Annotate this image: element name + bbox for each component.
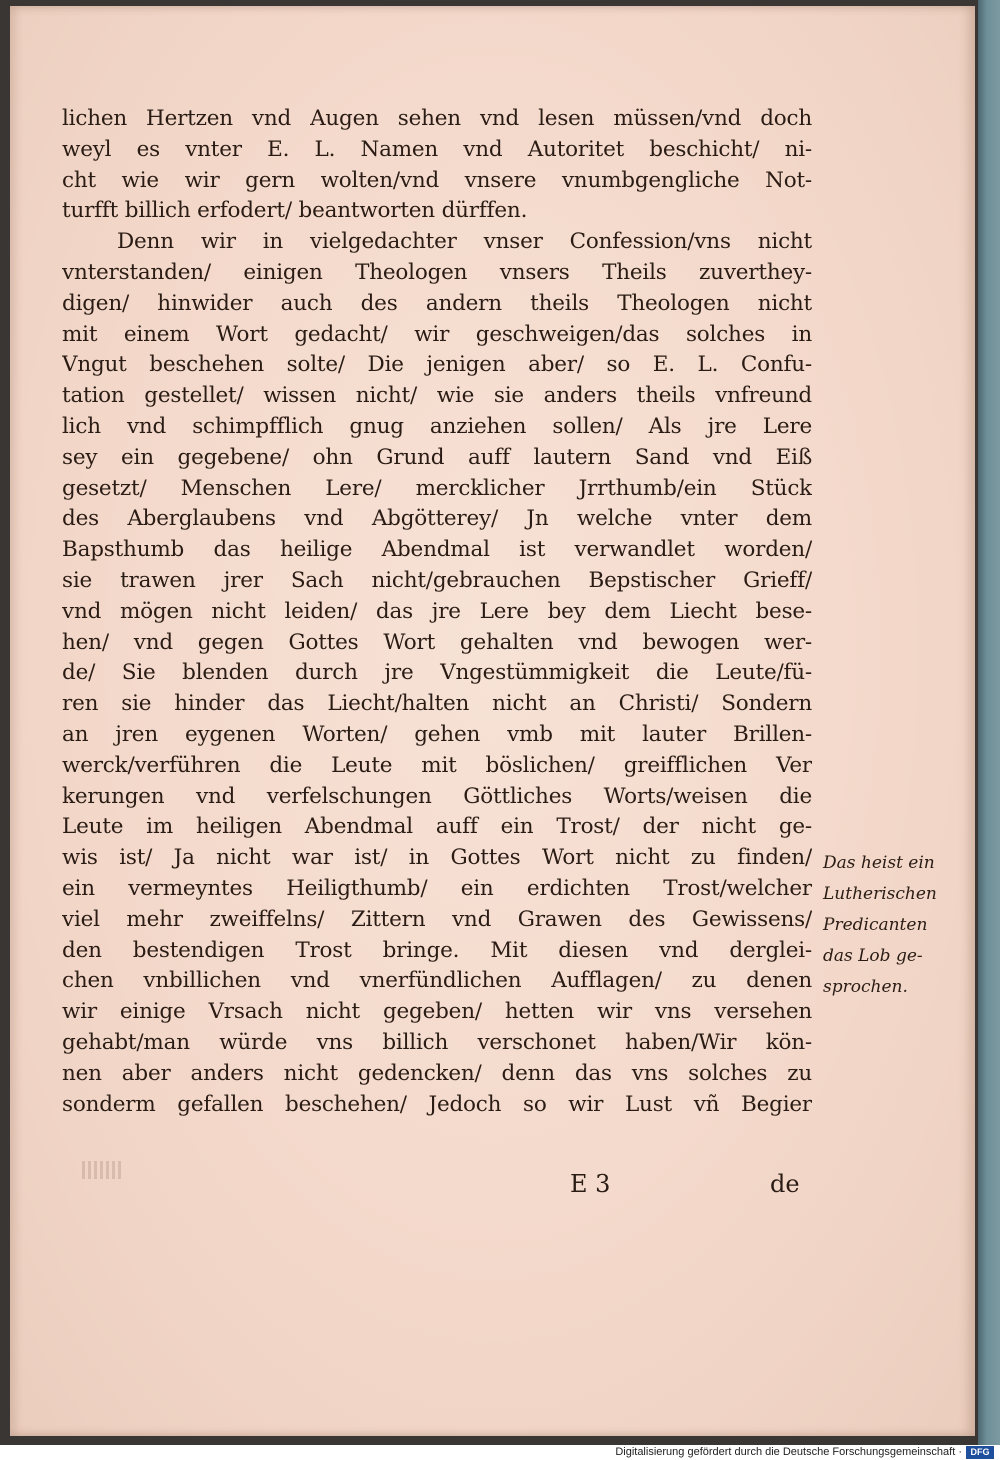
marginal-note-line: Predicanten — [823, 915, 928, 935]
signature-mark: E 3 — [570, 1170, 611, 1198]
text-line: gehabt/man würde vns billich verschonet haben/Wir kön- — [62, 1029, 812, 1055]
text-line: viel mehr zweiffelns/ Zittern vnd Grawen des Gewissens/ — [62, 906, 812, 932]
book-board-edge — [978, 0, 1000, 1445]
marginal-note-line: sprochen. — [823, 977, 908, 997]
text-line: turfft billich erfodert/ beantworten dürffen. — [62, 198, 528, 224]
text-line: sonderm gefallen beschehen/ Jedoch so wir Lust vñ Begier — [62, 1091, 812, 1117]
text-line: nen aber anders nicht gedencken/ denn das vns solches zu — [62, 1060, 812, 1086]
text-line: wis ist/ Ja nicht war ist/ in Gottes Wort nicht zu finden/ — [62, 845, 812, 871]
text-line: lich vnd schimpfflich gnug anziehen sollen/ Als jre Lere — [62, 413, 812, 439]
text-line: an jren eygenen Worten/ gehen vmb mit lauter Brillen- — [62, 721, 812, 747]
text-line: tation gestellet/ wissen nicht/ wie sie anders theils vnfreund — [62, 383, 812, 409]
text-line: gesetzt/ Menschen Lere/ mercklicher Jrrthumb/ein Stück — [62, 475, 812, 501]
text-line: weyl es vnter E. L. Namen vnd Autoritet beschicht/ ni- — [62, 136, 812, 162]
text-line: sey ein gegebene/ ohn Grund auff lautern Sand vnd Eiß — [62, 444, 812, 470]
text-line: cht wie wir gern wolten/vnd vnsere vnumbgengliche Not- — [62, 167, 812, 193]
dfg-logo-icon[interactable]: DFG — [966, 1446, 994, 1459]
text-line: vnterstanden/ einigen Theologen vnsers Theils zuverthey- — [62, 259, 812, 285]
text-line: Denn wir in vielgedachter vnser Confession/vns nicht — [117, 229, 812, 255]
text-line: Leute im heiligen Abendmal auff ein Trost/ der nicht ge- — [62, 814, 812, 840]
marginal-note — [823, 848, 973, 1003]
text-line: chen vnbillichen vnd vnerfündlichen Aufflagen/ zu denen — [62, 968, 812, 994]
text-line: kerungen vnd verfelschungen Göttliches Worts/weisen die — [62, 783, 812, 809]
digitization-footer — [0, 1445, 1000, 1460]
text-line: den bestendigen Trost bringe. Mit diesen vnd derglei- — [62, 937, 812, 963]
text-line: Vngut beschehen solte/ Die jenigen aber/ so E. L. Confu- — [62, 352, 812, 378]
main-text-block — [62, 104, 812, 1120]
footer-credit-text: Digitalisierung gefördert durch die Deutsche Forschungsgemeinschaft · — [615, 1446, 962, 1458]
catchword: de — [770, 1170, 800, 1198]
text-line: mit einem Wort gedacht/ wir geschweigen/das solches in — [62, 321, 812, 347]
text-line: ren sie hinder das Liecht/halten nicht an Christi/ Sondern — [62, 691, 812, 717]
bleed-through-mark — [82, 1161, 122, 1179]
text-line: lichen Hertzen vnd Augen sehen vnd lesen müssen/vnd doch — [62, 106, 812, 131]
marginal-note-line: Lutherischen — [823, 884, 937, 904]
marginal-note-line: das Lob ge- — [823, 946, 923, 966]
text-line: wir einige Vrsach nicht gegeben/ hetten wir vns versehen — [62, 999, 812, 1025]
text-line: sie trawen jrer Sach nicht/gebrauchen Bepstischer Grieff/ — [62, 567, 812, 593]
text-line: de/ Sie blenden durch jre Vngestümmigkeit die Leute/fü- — [62, 660, 812, 686]
text-line: des Aberglaubens vnd Abgötterey/ Jn welche vnter dem — [62, 506, 812, 532]
text-line: digen/ hinwider auch des andern theils Theologen nicht — [62, 290, 812, 316]
text-line: werck/verführen die Leute mit böslichen/ greifflichen Ver — [62, 752, 812, 778]
text-line: hen/ vnd gegen Gottes Wort gehalten vnd bewogen wer- — [62, 629, 812, 655]
book-page — [10, 6, 975, 1436]
text-line: Bapsthumb das heilige Abendmal ist verwandlet worden/ — [62, 537, 812, 563]
text-line: vnd mögen nicht leiden/ das jre Lere bey dem Liecht bese- — [62, 598, 812, 624]
text-line: ein vermeyntes Heiligthumb/ ein erdichten Trost/welcher — [62, 875, 812, 901]
marginal-note-line: Das heist ein — [823, 853, 935, 873]
